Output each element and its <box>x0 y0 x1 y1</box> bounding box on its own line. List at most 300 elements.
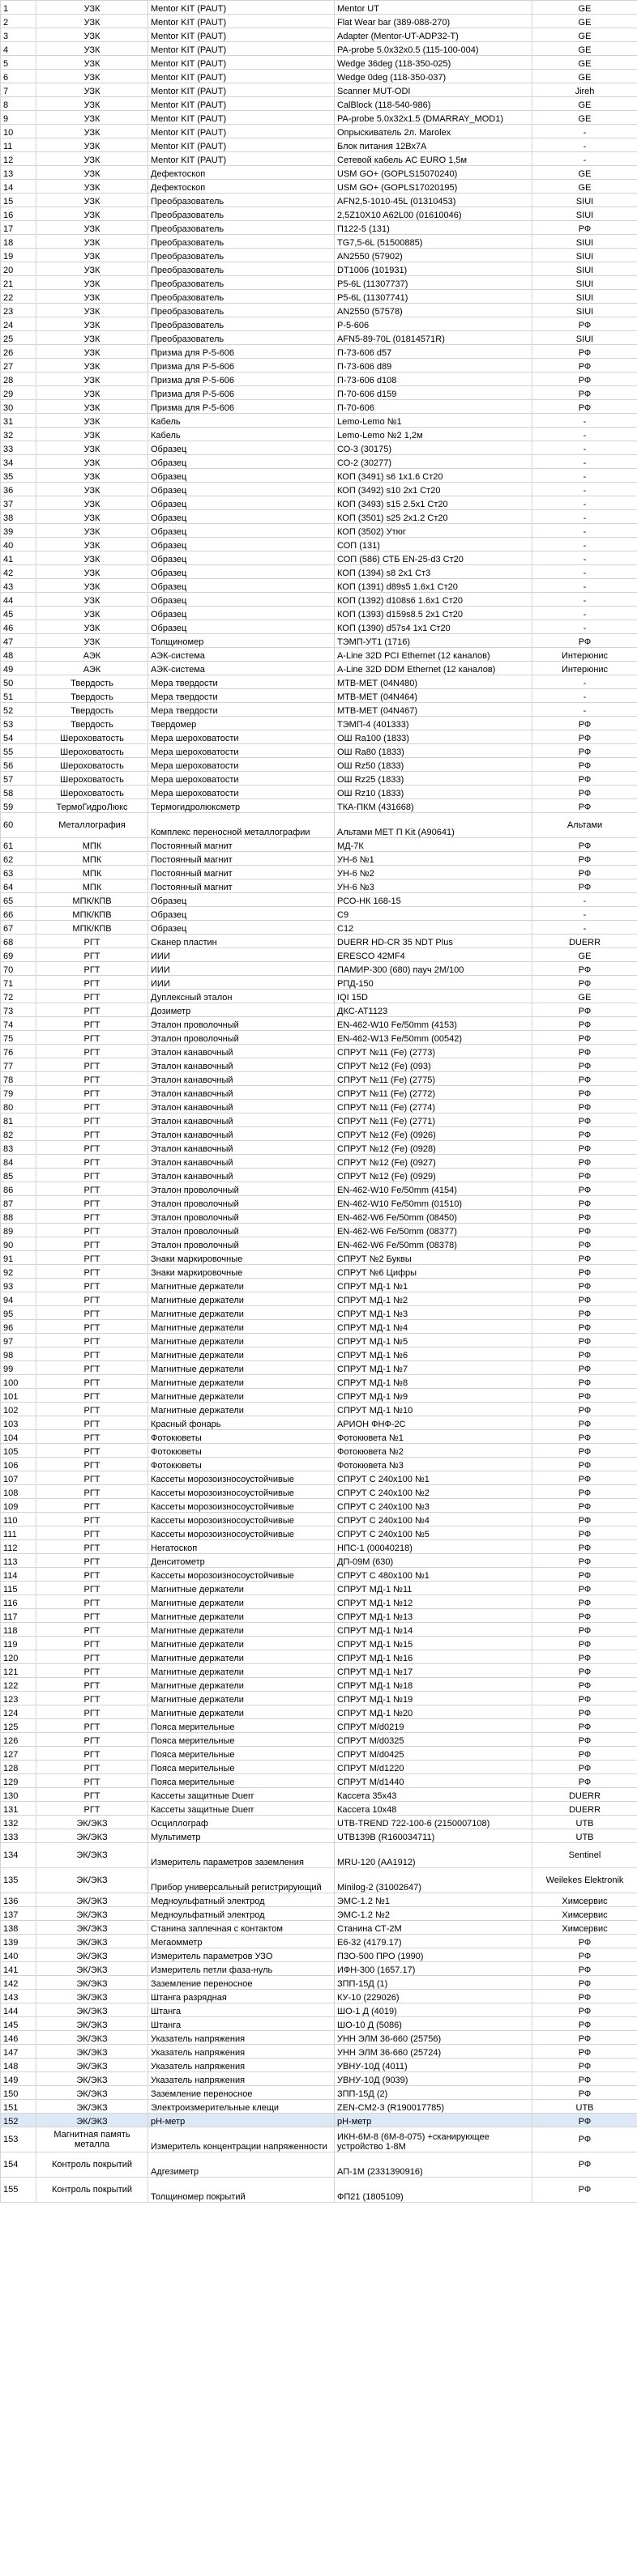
model-serial-cell[interactable]: СПРУТ МД-1 №1 <box>335 1279 532 1292</box>
method-cell[interactable]: УЗК <box>36 56 148 70</box>
manufacturer-cell[interactable]: РФ <box>532 730 637 744</box>
table-row[interactable] <box>1 1829 637 1843</box>
table-row[interactable] <box>1 373 637 386</box>
manufacturer-cell[interactable]: РФ <box>532 359 637 373</box>
method-cell[interactable]: РГТ <box>36 1334 148 1348</box>
manufacturer-cell[interactable]: - <box>532 921 637 935</box>
row-number-cell[interactable]: 137 <box>1 1907 36 1921</box>
method-cell[interactable]: ЭК/ЭКЗ <box>36 1816 148 1829</box>
table-row[interactable] <box>1 1788 637 1802</box>
row-number-cell[interactable]: 131 <box>1 1802 36 1816</box>
method-cell[interactable]: РГТ <box>36 1595 148 1609</box>
model-serial-cell[interactable]: СПРУТ МД-1 №14 <box>335 1623 532 1637</box>
row-number-cell[interactable]: 73 <box>1 1003 36 1017</box>
equipment-type-cell[interactable]: Постоянный магнит <box>148 879 335 893</box>
table-row[interactable] <box>1 249 637 262</box>
manufacturer-cell[interactable]: Sentinel <box>532 1843 637 1868</box>
table-row[interactable] <box>1 1361 637 1375</box>
equipment-type-cell[interactable]: Прибор универсальный регистрирующий <box>148 1868 335 1893</box>
row-number-cell[interactable]: 96 <box>1 1320 36 1334</box>
manufacturer-cell[interactable]: РФ <box>532 1609 637 1623</box>
equipment-type-cell[interactable]: Заземление переносное <box>148 1976 335 1990</box>
method-cell[interactable]: УЗК <box>36 207 148 221</box>
model-serial-cell[interactable]: СПРУТ №12 (Fe) (0929) <box>335 1169 532 1182</box>
method-cell[interactable]: УЗК <box>36 221 148 235</box>
equipment-type-cell[interactable]: Адгезиметр <box>148 2152 335 2178</box>
manufacturer-cell[interactable]: РФ <box>532 1224 637 1237</box>
model-serial-cell[interactable]: СПРУТ М/d1220 <box>335 1761 532 1774</box>
method-cell[interactable]: РГТ <box>36 1113 148 1127</box>
row-number-cell[interactable]: 55 <box>1 744 36 758</box>
table-row[interactable] <box>1 166 637 180</box>
equipment-type-cell[interactable]: Mentor KIT (PAUT) <box>148 70 335 83</box>
manufacturer-cell[interactable]: РФ <box>532 1334 637 1348</box>
table-row[interactable] <box>1 483 637 496</box>
model-serial-cell[interactable]: СПРУТ МД-1 №18 <box>335 1678 532 1692</box>
manufacturer-cell[interactable]: РФ <box>532 1582 637 1595</box>
equipment-type-cell[interactable]: Эталон канавочный <box>148 1141 335 1155</box>
manufacturer-cell[interactable]: - <box>532 620 637 634</box>
manufacturer-cell[interactable]: GE <box>532 28 637 42</box>
equipment-type-cell[interactable]: Осциллограф <box>148 1816 335 1829</box>
row-number-cell[interactable]: 28 <box>1 373 36 386</box>
row-number-cell[interactable]: 21 <box>1 276 36 290</box>
table-row[interactable] <box>1 1774 637 1788</box>
row-number-cell[interactable]: 98 <box>1 1348 36 1361</box>
table-row[interactable] <box>1 1568 637 1582</box>
equipment-type-cell[interactable]: Измеритель параметров УЗО <box>148 1948 335 1962</box>
method-cell[interactable]: УЗК <box>36 152 148 166</box>
method-cell[interactable]: РГТ <box>36 1072 148 1086</box>
equipment-type-cell[interactable]: Станина заплечная с контактом <box>148 1921 335 1935</box>
table-row[interactable] <box>1 235 637 249</box>
table-row[interactable] <box>1 1389 637 1403</box>
table-row[interactable] <box>1 1761 637 1774</box>
manufacturer-cell[interactable]: РФ <box>532 1568 637 1582</box>
model-serial-cell[interactable]: C9 <box>335 907 532 921</box>
model-serial-cell[interactable]: Кассета 10х48 <box>335 1802 532 1816</box>
equipment-type-cell[interactable]: ИИИ <box>148 962 335 976</box>
equipment-type-cell[interactable]: Mentor KIT (PAUT) <box>148 152 335 166</box>
manufacturer-cell[interactable]: - <box>532 607 637 620</box>
method-cell[interactable]: РГТ <box>36 1210 148 1224</box>
table-row[interactable] <box>1 1416 637 1430</box>
table-row[interactable] <box>1 1526 637 1540</box>
table-row[interactable] <box>1 1292 637 1306</box>
manufacturer-cell[interactable]: РФ <box>532 1962 637 1976</box>
manufacturer-cell[interactable]: РФ <box>532 1761 637 1774</box>
equipment-type-cell[interactable]: Постоянный магнит <box>148 852 335 866</box>
manufacturer-cell[interactable]: РФ <box>532 1403 637 1416</box>
table-row[interactable] <box>1 1265 637 1279</box>
equipment-type-cell[interactable]: АЭК-система <box>148 662 335 675</box>
row-number-cell[interactable]: 63 <box>1 866 36 879</box>
manufacturer-cell[interactable]: РФ <box>532 1251 637 1265</box>
method-cell[interactable]: ЭК/ЭКЗ <box>36 1907 148 1921</box>
table-row[interactable] <box>1 194 637 207</box>
row-number-cell[interactable]: 111 <box>1 1526 36 1540</box>
row-number-cell[interactable]: 33 <box>1 441 36 455</box>
manufacturer-cell[interactable]: GE <box>532 56 637 70</box>
model-serial-cell[interactable]: A-Line 32D PCI Ethernet (12 каналов) <box>335 648 532 662</box>
method-cell[interactable]: УЗК <box>36 97 148 111</box>
model-serial-cell[interactable]: СПРУТ С 240х100 №4 <box>335 1513 532 1526</box>
method-cell[interactable]: РГТ <box>36 1100 148 1113</box>
method-cell[interactable]: Шероховатость <box>36 730 148 744</box>
manufacturer-cell[interactable]: РФ <box>532 1444 637 1458</box>
table-row[interactable] <box>1 689 637 703</box>
method-cell[interactable]: РГТ <box>36 1224 148 1237</box>
manufacturer-cell[interactable]: UTB <box>532 1829 637 1843</box>
table-row[interactable] <box>1 15 637 28</box>
table-row[interactable] <box>1 1058 637 1072</box>
equipment-type-cell[interactable]: Эталон проволочный <box>148 1224 335 1237</box>
row-number-cell[interactable]: 145 <box>1 2017 36 2031</box>
model-serial-cell[interactable]: МД-7К <box>335 838 532 852</box>
table-row[interactable] <box>1 1224 637 1237</box>
row-number-cell[interactable]: 84 <box>1 1155 36 1169</box>
method-cell[interactable]: РГТ <box>36 1375 148 1389</box>
method-cell[interactable]: РГТ <box>36 1471 148 1485</box>
row-number-cell[interactable]: 139 <box>1 1935 36 1948</box>
model-serial-cell[interactable]: EN-462-W6 Fe/50mm (08378) <box>335 1237 532 1251</box>
model-serial-cell[interactable]: AN2550 (57902) <box>335 249 532 262</box>
row-number-cell[interactable]: 23 <box>1 304 36 317</box>
table-row[interactable] <box>1 852 637 866</box>
equipment-type-cell[interactable]: Преобразователь <box>148 249 335 262</box>
row-number-cell[interactable]: 19 <box>1 249 36 262</box>
table-row[interactable] <box>1 662 637 675</box>
manufacturer-cell[interactable]: РФ <box>532 1375 637 1389</box>
table-row[interactable] <box>1 538 637 551</box>
equipment-type-cell[interactable]: Указатель напряжения <box>148 2059 335 2072</box>
equipment-type-cell[interactable]: Эталон проволочный <box>148 1210 335 1224</box>
method-cell[interactable]: РГТ <box>36 1554 148 1568</box>
table-row[interactable] <box>1 579 637 593</box>
row-number-cell[interactable]: 3 <box>1 28 36 42</box>
manufacturer-cell[interactable]: - <box>532 593 637 607</box>
row-number-cell[interactable]: 76 <box>1 1045 36 1058</box>
manufacturer-cell[interactable]: DUERR <box>532 935 637 948</box>
method-cell[interactable]: УЗК <box>36 249 148 262</box>
row-number-cell[interactable]: 22 <box>1 290 36 304</box>
model-serial-cell[interactable]: EN-462-W13 Fe/50mm (00542) <box>335 1031 532 1045</box>
manufacturer-cell[interactable]: РФ <box>532 1935 637 1948</box>
manufacturer-cell[interactable]: - <box>532 551 637 565</box>
manufacturer-cell[interactable]: РФ <box>532 2152 637 2178</box>
row-number-cell[interactable]: 77 <box>1 1058 36 1072</box>
row-number-cell[interactable]: 48 <box>1 648 36 662</box>
method-cell[interactable]: РГТ <box>36 1444 148 1458</box>
manufacturer-cell[interactable]: РФ <box>532 1017 637 1031</box>
equipment-type-cell[interactable]: Мера твердости <box>148 689 335 703</box>
model-serial-cell[interactable]: EN-462-W6 Fe/50mm (08377) <box>335 1224 532 1237</box>
row-number-cell[interactable]: 26 <box>1 345 36 359</box>
equipment-type-cell[interactable]: Дефектоскоп <box>148 180 335 194</box>
row-number-cell[interactable]: 107 <box>1 1471 36 1485</box>
manufacturer-cell[interactable]: РФ <box>532 838 637 852</box>
equipment-type-cell[interactable]: Mentor KIT (PAUT) <box>148 97 335 111</box>
equipment-type-cell[interactable]: Медноульфатный электрод <box>148 1907 335 1921</box>
model-serial-cell[interactable]: AFN5-89-70L (01814571R) <box>335 331 532 345</box>
method-cell[interactable]: УЗК <box>36 290 148 304</box>
equipment-type-cell[interactable]: Образец <box>148 524 335 538</box>
row-number-cell[interactable]: 90 <box>1 1237 36 1251</box>
manufacturer-cell[interactable]: GE <box>532 990 637 1003</box>
model-serial-cell[interactable]: Lemo-Lemo №2 1,2м <box>335 428 532 441</box>
table-row[interactable] <box>1 962 637 976</box>
model-serial-cell[interactable]: A-Line 32D DDM Ethernet (12 каналов) <box>335 662 532 675</box>
method-cell[interactable]: ЭК/ЭКЗ <box>36 1893 148 1907</box>
table-row[interactable] <box>1 1513 637 1526</box>
equipment-type-cell[interactable]: Mentor KIT (PAUT) <box>148 83 335 97</box>
model-serial-cell[interactable]: P5-6L (11307741) <box>335 290 532 304</box>
model-serial-cell[interactable]: СПРУТ МД-1 №19 <box>335 1692 532 1705</box>
manufacturer-cell[interactable]: РФ <box>532 634 637 648</box>
table-row[interactable] <box>1 786 637 799</box>
model-serial-cell[interactable]: П-73-606 d57 <box>335 345 532 359</box>
table-row[interactable] <box>1 990 637 1003</box>
model-serial-cell[interactable]: рН-метр <box>335 2114 532 2127</box>
equipment-type-cell[interactable]: Эталон канавочный <box>148 1045 335 1058</box>
table-row[interactable] <box>1 2100 637 2114</box>
method-cell[interactable]: ЭК/ЭКЗ <box>36 1935 148 1948</box>
model-serial-cell[interactable]: ИФН-300 (1657.17) <box>335 1962 532 1976</box>
table-row[interactable] <box>1 276 637 290</box>
row-number-cell[interactable]: 6 <box>1 70 36 83</box>
table-row[interactable] <box>1 1471 637 1485</box>
model-serial-cell[interactable]: СПРУТ МД-1 №13 <box>335 1609 532 1623</box>
manufacturer-cell[interactable]: РФ <box>532 1430 637 1444</box>
model-serial-cell[interactable]: ERESCO 42MF4 <box>335 948 532 962</box>
equipment-type-cell[interactable]: Пояса мерительные <box>148 1774 335 1788</box>
model-serial-cell[interactable]: AN2550 (57578) <box>335 304 532 317</box>
row-number-cell[interactable]: 25 <box>1 331 36 345</box>
equipment-type-cell[interactable]: Преобразователь <box>148 290 335 304</box>
manufacturer-cell[interactable]: - <box>532 689 637 703</box>
table-row[interactable] <box>1 1031 637 1045</box>
row-number-cell[interactable]: 101 <box>1 1389 36 1403</box>
manufacturer-cell[interactable]: UTB <box>532 1816 637 1829</box>
row-number-cell[interactable]: 114 <box>1 1568 36 1582</box>
manufacturer-cell[interactable]: РФ <box>532 866 637 879</box>
model-serial-cell[interactable]: СПРУТ №12 (Fe) (0927) <box>335 1155 532 1169</box>
manufacturer-cell[interactable]: Химсервис <box>532 1921 637 1935</box>
table-row[interactable] <box>1 1719 637 1733</box>
row-number-cell[interactable]: 41 <box>1 551 36 565</box>
method-cell[interactable]: РГТ <box>36 1540 148 1554</box>
manufacturer-cell[interactable]: РФ <box>532 717 637 730</box>
equipment-type-cell[interactable]: Образец <box>148 538 335 551</box>
model-serial-cell[interactable]: ТЭМП-УТ1 (1716) <box>335 634 532 648</box>
method-cell[interactable]: УЗК <box>36 111 148 125</box>
row-number-cell[interactable]: 83 <box>1 1141 36 1155</box>
table-row[interactable] <box>1 1430 637 1444</box>
manufacturer-cell[interactable]: РФ <box>532 345 637 359</box>
model-serial-cell[interactable]: КУ-10 (229026) <box>335 1990 532 2003</box>
model-serial-cell[interactable]: П-73-606 d89 <box>335 359 532 373</box>
manufacturer-cell[interactable]: РФ <box>532 1100 637 1113</box>
model-serial-cell[interactable]: Кассета 35х43 <box>335 1788 532 1802</box>
table-row[interactable] <box>1 1017 637 1031</box>
row-number-cell[interactable]: 148 <box>1 2059 36 2072</box>
row-number-cell[interactable]: 155 <box>1 2178 36 2203</box>
row-number-cell[interactable]: 57 <box>1 772 36 786</box>
row-number-cell[interactable]: 121 <box>1 1664 36 1678</box>
equipment-type-cell[interactable]: Штанга <box>148 2003 335 2017</box>
equipment-type-cell[interactable]: Мера шероховатости <box>148 744 335 758</box>
manufacturer-cell[interactable]: РФ <box>532 1141 637 1155</box>
row-number-cell[interactable]: 122 <box>1 1678 36 1692</box>
manufacturer-cell[interactable]: РФ <box>532 1306 637 1320</box>
manufacturer-cell[interactable]: РФ <box>532 1976 637 1990</box>
method-cell[interactable]: УЗК <box>36 235 148 249</box>
manufacturer-cell[interactable]: Химсервис <box>532 1893 637 1907</box>
model-serial-cell[interactable]: CalBlock (118-540-986) <box>335 97 532 111</box>
equipment-type-cell[interactable]: Призма для P-5-606 <box>148 373 335 386</box>
method-cell[interactable]: УЗК <box>36 359 148 373</box>
table-row[interactable] <box>1 2003 637 2017</box>
model-serial-cell[interactable]: П-70-606 d159 <box>335 386 532 400</box>
model-serial-cell[interactable]: СПРУТ МД-1 №16 <box>335 1650 532 1664</box>
row-number-cell[interactable]: 49 <box>1 662 36 675</box>
table-row[interactable] <box>1 1306 637 1320</box>
model-serial-cell[interactable]: Flat Wear bar (389-088-270) <box>335 15 532 28</box>
table-row[interactable] <box>1 717 637 730</box>
model-serial-cell[interactable]: PA-probe 5.0x32x1.5 (DMARRAY_MOD1) <box>335 111 532 125</box>
equipment-type-cell[interactable]: Эталон канавочный <box>148 1086 335 1100</box>
row-number-cell[interactable]: 147 <box>1 2045 36 2059</box>
model-serial-cell[interactable]: EN-462-W10 Fe/50mm (4153) <box>335 1017 532 1031</box>
model-serial-cell[interactable]: П122-5 (131) <box>335 221 532 235</box>
model-serial-cell[interactable]: УНН ЭЛМ 36-660 (25724) <box>335 2045 532 2059</box>
equipment-type-cell[interactable]: Знаки маркировочные <box>148 1251 335 1265</box>
manufacturer-cell[interactable]: РФ <box>532 962 637 976</box>
model-serial-cell[interactable]: Фотокювета №1 <box>335 1430 532 1444</box>
model-serial-cell[interactable]: КОП (3491) s6 1x1.6 Ст20 <box>335 469 532 483</box>
model-serial-cell[interactable]: EN-462-W10 Fe/50mm (01510) <box>335 1196 532 1210</box>
manufacturer-cell[interactable]: GE <box>532 15 637 28</box>
table-row[interactable] <box>1 56 637 70</box>
model-serial-cell[interactable]: C12 <box>335 921 532 935</box>
table-row[interactable] <box>1 1045 637 1058</box>
manufacturer-cell[interactable]: SIUI <box>532 194 637 207</box>
table-row[interactable] <box>1 648 637 662</box>
method-cell[interactable]: МПК/КПВ <box>36 921 148 935</box>
manufacturer-cell[interactable]: - <box>532 496 637 510</box>
row-number-cell[interactable]: 81 <box>1 1113 36 1127</box>
model-serial-cell[interactable]: СПРУТ №2 Буквы <box>335 1251 532 1265</box>
manufacturer-cell[interactable]: РФ <box>532 1416 637 1430</box>
method-cell[interactable]: РГТ <box>36 1403 148 1416</box>
equipment-type-cell[interactable]: Магнитные держатели <box>148 1306 335 1320</box>
method-cell[interactable]: УЗК <box>36 373 148 386</box>
method-cell[interactable]: УЗК <box>36 538 148 551</box>
table-row[interactable] <box>1 1348 637 1361</box>
model-serial-cell[interactable]: Wedge 36deg (118-350-025) <box>335 56 532 70</box>
model-serial-cell[interactable]: МТВ-МЕТ (04N480) <box>335 675 532 689</box>
manufacturer-cell[interactable]: - <box>532 579 637 593</box>
manufacturer-cell[interactable]: DUERR <box>532 1802 637 1816</box>
method-cell[interactable]: АЭК <box>36 648 148 662</box>
table-row[interactable] <box>1 1499 637 1513</box>
row-number-cell[interactable]: 36 <box>1 483 36 496</box>
method-cell[interactable]: УЗК <box>36 593 148 607</box>
equipment-type-cell[interactable]: Эталон канавочный <box>148 1169 335 1182</box>
equipment-type-cell[interactable]: Комплекс переносной металлографии <box>148 813 335 838</box>
method-cell[interactable]: ЭК/ЭКЗ <box>36 2100 148 2114</box>
manufacturer-cell[interactable]: - <box>532 125 637 138</box>
table-row[interactable] <box>1 1802 637 1816</box>
method-cell[interactable]: РГТ <box>36 990 148 1003</box>
method-cell[interactable]: УЗК <box>36 1 148 15</box>
row-number-cell[interactable]: 92 <box>1 1265 36 1279</box>
method-cell[interactable]: Шероховатость <box>36 772 148 786</box>
method-cell[interactable]: ЭК/ЭКЗ <box>36 2114 148 2127</box>
model-serial-cell[interactable]: СПРУТ №12 (Fe) (0928) <box>335 1141 532 1155</box>
method-cell[interactable]: УЗК <box>36 441 148 455</box>
equipment-type-cell[interactable]: Штанга <box>148 2017 335 2031</box>
table-row[interactable] <box>1 221 637 235</box>
row-number-cell[interactable]: 75 <box>1 1031 36 1045</box>
table-row[interactable] <box>1 813 637 838</box>
row-number-cell[interactable]: 108 <box>1 1485 36 1499</box>
model-serial-cell[interactable]: СПРУТ М/d0425 <box>335 1747 532 1761</box>
row-number-cell[interactable]: 32 <box>1 428 36 441</box>
table-row[interactable] <box>1 551 637 565</box>
method-cell[interactable]: РГТ <box>36 1237 148 1251</box>
model-serial-cell[interactable]: Сетевой кабель AC EURO 1,5м <box>335 152 532 166</box>
method-cell[interactable]: УЗК <box>36 138 148 152</box>
model-serial-cell[interactable]: СПРУТ МД-1 №6 <box>335 1348 532 1361</box>
equipment-type-cell[interactable]: Образец <box>148 455 335 469</box>
model-serial-cell[interactable]: СПРУТ №11 (Fe) (2775) <box>335 1072 532 1086</box>
model-serial-cell[interactable]: СПРУТ МД-1 №8 <box>335 1375 532 1389</box>
table-row[interactable] <box>1 744 637 758</box>
manufacturer-cell[interactable]: РФ <box>532 1031 637 1045</box>
equipment-type-cell[interactable]: Преобразователь <box>148 221 335 235</box>
table-row[interactable] <box>1 1650 637 1664</box>
row-number-cell[interactable]: 130 <box>1 1788 36 1802</box>
manufacturer-cell[interactable]: РФ <box>532 2059 637 2072</box>
method-cell[interactable]: ЭК/ЭКЗ <box>36 1921 148 1935</box>
table-row[interactable] <box>1 2017 637 2031</box>
model-serial-cell[interactable]: Опрыскиватель 2л. Marolex <box>335 125 532 138</box>
equipment-type-cell[interactable]: Образец <box>148 593 335 607</box>
row-number-cell[interactable]: 66 <box>1 907 36 921</box>
equipment-type-cell[interactable]: Образец <box>148 907 335 921</box>
model-serial-cell[interactable]: IQI 15D <box>335 990 532 1003</box>
equipment-type-cell[interactable]: Магнитные держатели <box>148 1623 335 1637</box>
equipment-type-cell[interactable]: Образец <box>148 565 335 579</box>
manufacturer-cell[interactable]: РФ <box>532 2003 637 2017</box>
row-number-cell[interactable]: 69 <box>1 948 36 962</box>
table-row[interactable] <box>1 866 637 879</box>
model-serial-cell[interactable]: ЗПП-15Д (1) <box>335 1976 532 1990</box>
table-row[interactable] <box>1 838 637 852</box>
table-row[interactable] <box>1 42 637 56</box>
model-serial-cell[interactable]: Альтами МЕТ П Kit (А90641) <box>335 813 532 838</box>
row-number-cell[interactable]: 16 <box>1 207 36 221</box>
row-number-cell[interactable]: 60 <box>1 813 36 838</box>
manufacturer-cell[interactable]: DUERR <box>532 1788 637 1802</box>
model-serial-cell[interactable]: ДП-09М (630) <box>335 1554 532 1568</box>
row-number-cell[interactable]: 125 <box>1 1719 36 1733</box>
method-cell[interactable]: МПК <box>36 866 148 879</box>
equipment-type-cell[interactable]: Mentor KIT (PAUT) <box>148 42 335 56</box>
manufacturer-cell[interactable]: GE <box>532 1 637 15</box>
equipment-type-cell[interactable]: Эталон канавочный <box>148 1058 335 1072</box>
